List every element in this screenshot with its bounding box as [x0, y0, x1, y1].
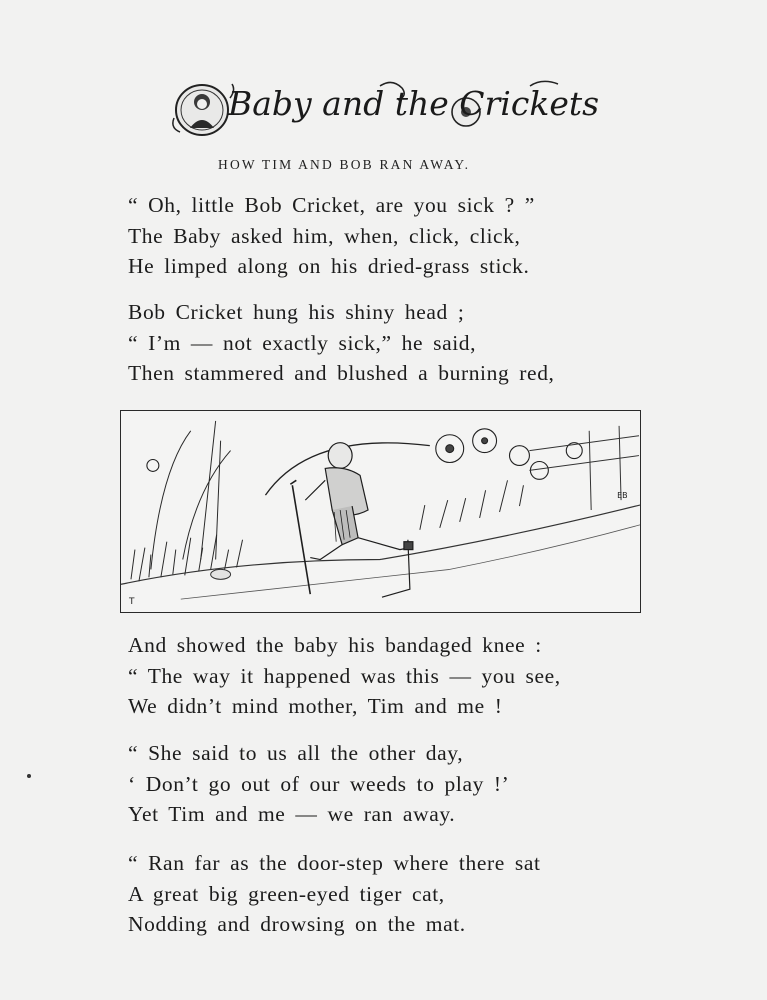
- page-title: Baby and the Crickets: [228, 84, 600, 123]
- cricket-walking-drawing: [121, 411, 640, 612]
- verse-line: The Baby asked him, when, click, click,: [128, 223, 521, 248]
- verse-line: “ She said to us all the other day,: [128, 741, 464, 765]
- title-header: [170, 78, 600, 140]
- verse-line: Then stammered and blushed a burning red,: [128, 361, 555, 385]
- verse-line: Bob Cricket hung his shiny head ;: [128, 300, 465, 324]
- monogram-right: EB: [617, 491, 628, 501]
- verse-line: “ I’m — not exactly sick,” he said,: [128, 330, 477, 355]
- stanza-1: [128, 190, 535, 282]
- verse-line: “ Ran far as the door-step where there sat: [128, 851, 541, 875]
- stanza-2: [128, 297, 555, 389]
- cricket-illustration: [120, 410, 641, 613]
- stanza-4: [128, 738, 509, 830]
- ink-speck: [27, 774, 31, 778]
- verse-line: We didn’t mind mother, Tim and me !: [128, 694, 503, 718]
- stanza-5: [128, 848, 541, 940]
- verse-line: He limped along on his dried-grass stick.: [128, 254, 530, 278]
- verse-line: “ Oh, little Bob Cricket, are you sick ? ”: [128, 193, 535, 217]
- verse-line: And showed the baby his bandaged knee :: [128, 633, 542, 657]
- verse-line: “ The way it happened was this — you see,: [128, 663, 561, 688]
- verse-line: ‘ Don’t go out of our weeds to play !’: [128, 771, 510, 796]
- stanza-3: [128, 630, 561, 722]
- chapter-subtitle: HOW TIM AND BOB RAN AWAY.: [218, 157, 471, 172]
- verse-line: A great big green-eyed tiger cat,: [128, 881, 445, 906]
- verse-line: Nodding and drowsing on the mat.: [128, 912, 466, 936]
- verse-line: Yet Tim and me — we ran away.: [128, 802, 456, 826]
- monogram-left: T: [128, 597, 135, 608]
